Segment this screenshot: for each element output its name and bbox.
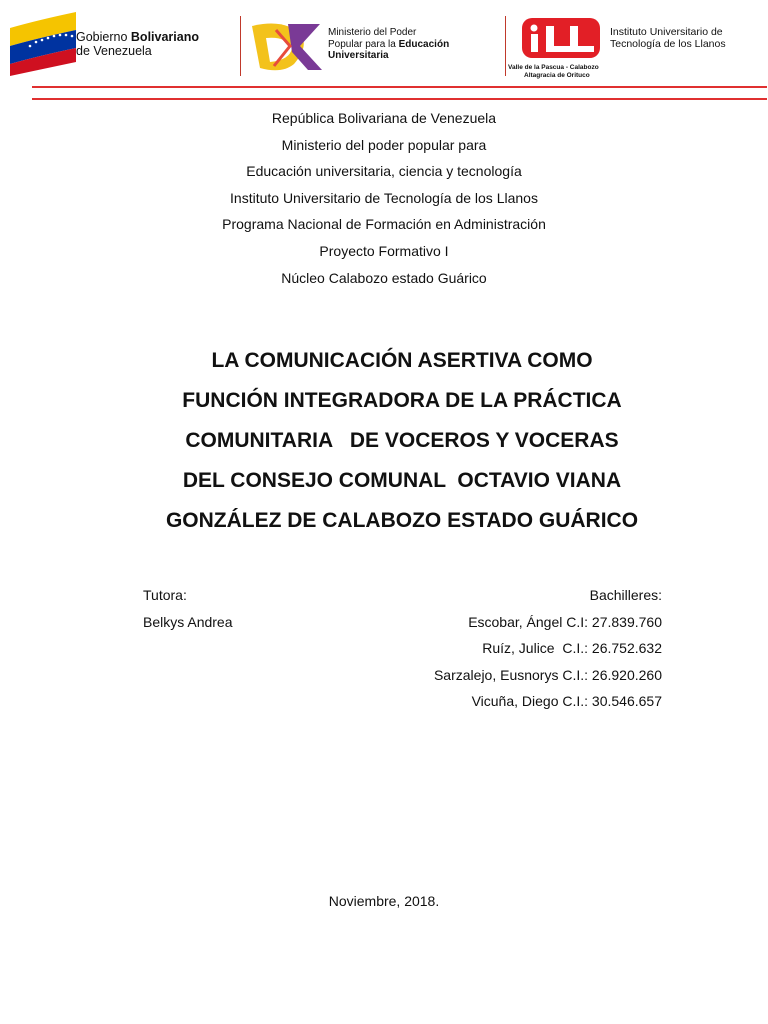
institution-line: República Bolivariana de Venezuela — [271, 110, 497, 126]
ministerio-logo-icon — [246, 16, 326, 76]
ministerio-text: Ministerio del Poder Popular para la Educación Universitaria — [328, 27, 450, 61]
institution-line: Instituto Universitario de Tecnología de los Llanos — [230, 189, 538, 206]
tutor-block — [143, 582, 233, 635]
students-block — [434, 582, 662, 715]
institution-line: Programa Nacional de Formación en Administración — [222, 216, 546, 233]
institution-line: Proyecto Formativo I — [319, 242, 449, 259]
header-divider — [505, 16, 506, 76]
header-rule-top — [32, 86, 767, 88]
instituto-text: Instituto Universitario de Tecnología de los Llanos — [610, 26, 726, 50]
iutll-logo-icon — [520, 16, 602, 60]
student-entry: Escobar, Ángel C.I: 27.839.760 — [468, 613, 662, 630]
institution-line: Núcleo Calabozo estado Guárico — [281, 269, 487, 286]
header-divider — [240, 16, 241, 76]
tutor-label: Tutora: — [143, 587, 187, 603]
students-label: Bachilleres: — [589, 587, 662, 603]
title-line: LA COMUNICACIÓN ASERTIVA COMO — [211, 349, 593, 372]
student-entry: Vicuña, Diego C.I.: 30.546.657 — [471, 693, 662, 709]
tutor-name: Belkys Andrea — [143, 613, 233, 630]
document-date: Noviembre, 2018. — [328, 893, 440, 909]
title-line: COMUNITARIA DE VOCEROS Y VOCERAS — [185, 429, 619, 452]
institution-block — [0, 105, 768, 291]
gobierno-bolivariano-text: Gobierno Bolivariano de Venezuela — [76, 30, 199, 58]
instituto-sedes-text: Valle de la Pascua - Calabozo Altagracia de Orituco — [508, 64, 599, 79]
institution-line: Educación universitaria, ciencia y tecnología — [246, 163, 522, 180]
student-entry: Ruíz, Julice C.I.: 26.752.632 — [482, 640, 662, 656]
institution-line: Ministerio del poder popular para — [281, 136, 487, 153]
title-line: DEL CONSEJO COMUNAL OCTAVIO VIANA — [182, 469, 622, 492]
title-line: FUNCIÓN INTEGRADORA DE LA PRÁCTICA — [182, 389, 622, 412]
header-rule-bottom — [32, 98, 767, 100]
header-logos — [0, 0, 768, 100]
document-title — [100, 341, 704, 541]
student-entry: Sarzalejo, Eusnorys C.I.: 26.920.260 — [433, 666, 662, 683]
venezuela-flag-icon — [8, 6, 78, 76]
title-line: GONZÁLEZ DE CALABOZO ESTADO GUÁRICO — [165, 509, 639, 532]
